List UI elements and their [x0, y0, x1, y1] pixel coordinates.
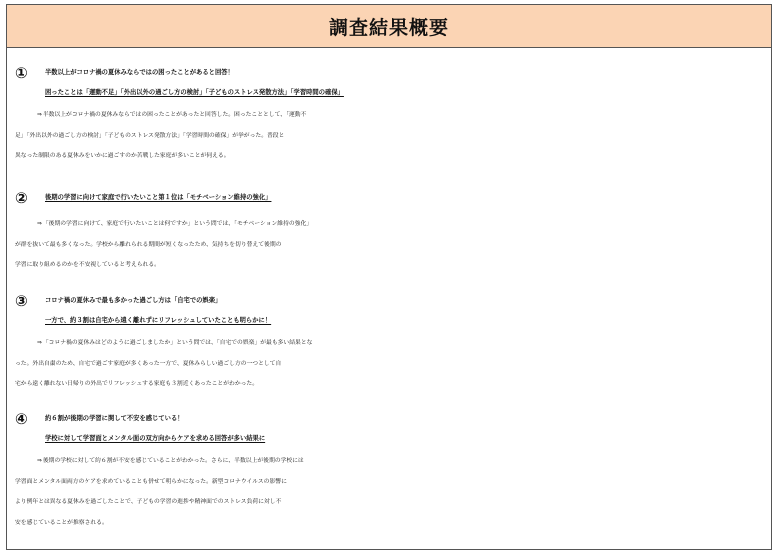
body-line: 安を感じていることが推察される。 [15, 519, 108, 526]
heading-line: 後期の学習に向けて家庭で行いたいこと第１位は「モチベーション維持の強化」 [45, 194, 272, 201]
arrow-icon: ⇒ [37, 112, 42, 118]
body-text: 後期の学校に対して約６割が不安を感じていることがわかった。さらに、半数以上が後期の学校には [42, 458, 304, 464]
section-body [15, 105, 763, 167]
section-2 [15, 188, 763, 276]
arrow-icon: ⇒ [37, 221, 42, 227]
body-text: 「後期の学習に向けて、家庭で行いたいことは何ですか」という問では、「モチベーション維持の強化」 [42, 221, 313, 227]
body-line: より例年とは異なる夏休みを過ごしたことで、子どもの学習の進捗や精神面でのストレス負荷に対し不 [15, 499, 282, 505]
heading-line: 一方で、約３割は自宅から遠く離れずにリフレッシュしていたことも明らかに！ [45, 317, 272, 324]
section-heading [15, 291, 763, 331]
section-number: ④ [15, 410, 28, 428]
section-heading [15, 409, 763, 449]
page-title: 調査結果概要 [328, 16, 449, 39]
section-number: ③ [15, 292, 28, 310]
body-line: 学習面とメンタル面両方のケアを求めていることも併せて明らかになった。新型コロナウイルスの影響に [15, 478, 287, 485]
arrow-icon: ⇒ [37, 458, 42, 464]
body-line [15, 451, 763, 472]
body-line: が群を抜いて最も多くなった。学校から離れられる期間が短くなったため、気持ちを切り替えて後期の [15, 241, 282, 248]
arrow-icon: ⇒ [37, 340, 42, 346]
section-3 [15, 291, 763, 395]
body-line: 宅から遠く離れない日帰りの外出でリフレッシュする家庭も３割近くあったことがわかった。 [15, 381, 259, 387]
body-text: 半数以上がコロナ禍の夏休みならではの困ったことがあったと回答した。困ったこととして、「運動不 [42, 112, 307, 118]
section-number: ① [15, 64, 28, 82]
heading-line: コロナ禍の夏休みで最も多かった過ごし方は「自宅での娯楽」 [45, 297, 222, 304]
body-line: 足」「外出以外の過ごし方の検討」「子どものストレス発散方法」「学習時間の確保」が挙がった。普段と [15, 132, 285, 139]
section-body [15, 451, 763, 533]
body-text: 「コロナ禍の夏休みはどのように過ごしましたか」という問では、「自宅での娯楽」が最も多い結果とな [42, 340, 313, 346]
body-line [15, 333, 763, 354]
heading-line: 学校に対して学習面とメンタル面の双方向からケアを求める回答が多い結果に [45, 435, 266, 442]
body-line: 異なった制限のある夏休みをいかに過ごすのか苦戦した家庭が多いことが伺える。 [15, 153, 230, 159]
body-line [15, 105, 763, 126]
section-heading [15, 63, 763, 103]
section-heading [15, 188, 763, 208]
title-bar [7, 5, 771, 48]
section-body [15, 333, 763, 395]
body-line: 学習に取り組めるのかを不安視していると考えられる。 [15, 262, 160, 268]
heading-line: 困ったことは「運動不足」「外出以外の過ごし方の検討」「子どものストレス発散方法」「学習時間の確保」 [45, 89, 344, 96]
body-line: った。外出自粛のため、自宅で過ごす家庭が多くあった一方で、夏休みらしい過ごし方の一つとして自 [15, 360, 282, 367]
heading-line: 半数以上がコロナ禍の夏休みならではの困ったことがあると回答！ [45, 69, 234, 76]
section-body [15, 214, 763, 276]
summary-box [6, 4, 772, 550]
heading-line: 約６割が後期の学習に関して不安を感じている！ [45, 415, 184, 422]
section-number: ② [15, 189, 28, 207]
section-4 [15, 409, 763, 533]
body-line [15, 214, 763, 235]
section-1 [15, 63, 763, 167]
